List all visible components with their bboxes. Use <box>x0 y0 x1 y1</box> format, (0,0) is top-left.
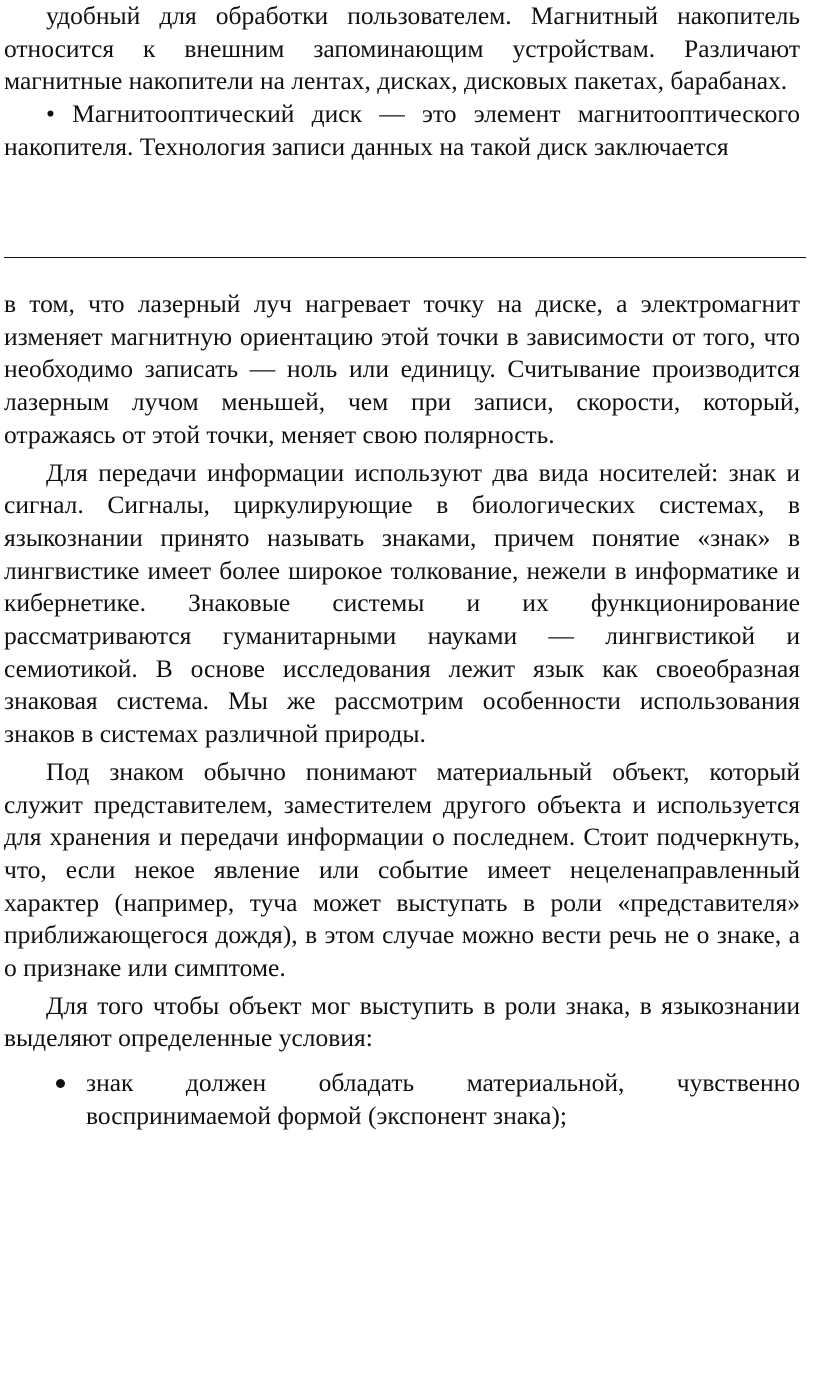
paragraph-magneto-optical-disk: • Магнитооптический диск — это элемент магнитооптического накопителя. Технология записи данных на такой диск заключается <box>4 99 800 161</box>
paragraph-sign-definition: Под знаком обычно понимают материальный объект, который служит представителем, заместителем другого объекта и используется для хранения и передачи информации о последнем. Стоит подчеркнуть, что, если некое явление или событие имеет нецеленаправленный характер (например, туча может выступать в роли «представителя» приближающегося дождя), в этом случае можно вести речь не о знаке, а о признаке или симптоме. <box>4 756 800 983</box>
bullet-list-item <box>4 1067 800 1132</box>
paragraph-sign-conditions: Для того чтобы объект мог выступить в роли знака, в языкознании выделяют определенные условия: <box>4 990 800 1053</box>
bullet-dot-icon <box>56 1079 65 1088</box>
page-separator-line <box>4 257 806 258</box>
bullet-item-text: знак должен обладать материальной, чувственно воспринимаемой формой (экспонент знака); <box>86 1068 800 1130</box>
paragraph-laser-recording: в том, что лазерный луч нагревает точку на диске, а электромагнит изменяет магнитную ориентацию этой точки в зависимости от того, что необходимо записать — ноль или единицу. Считывание производится лазерным лучом меньшей, чем при записи, скорости, который, отражаясь от этой точки, меняет свою полярность. <box>4 289 800 449</box>
paragraph-sign-and-signal: Для передачи информации используют два вида носителей: знак и сигнал. Сигналы, циркулирующие в биологических системах, в языкознании принято называть знаками, причем понятие «знак» в лингвистике имеет более широкое толкование, нежели в информатике и кибернетике. Знаковые системы и их функционирование рассматриваются гуманитарными науками — лингвистикой и семиотикой. В основе исследования лежит язык как своеобразная знаковая система. Мы же рассмотрим особенности использования знаков в системах различной природы. <box>4 457 800 749</box>
top-text-section <box>4 0 800 164</box>
paragraph-magnetic-storage: удобный для обработки пользователем. Магнитный накопитель относится к внешним запоминающим устройствам. Различают магнитные накопители на лентах, дисках, дисковых пакетах, барабанах. <box>4 1 800 96</box>
bottom-text-section <box>4 288 800 1133</box>
